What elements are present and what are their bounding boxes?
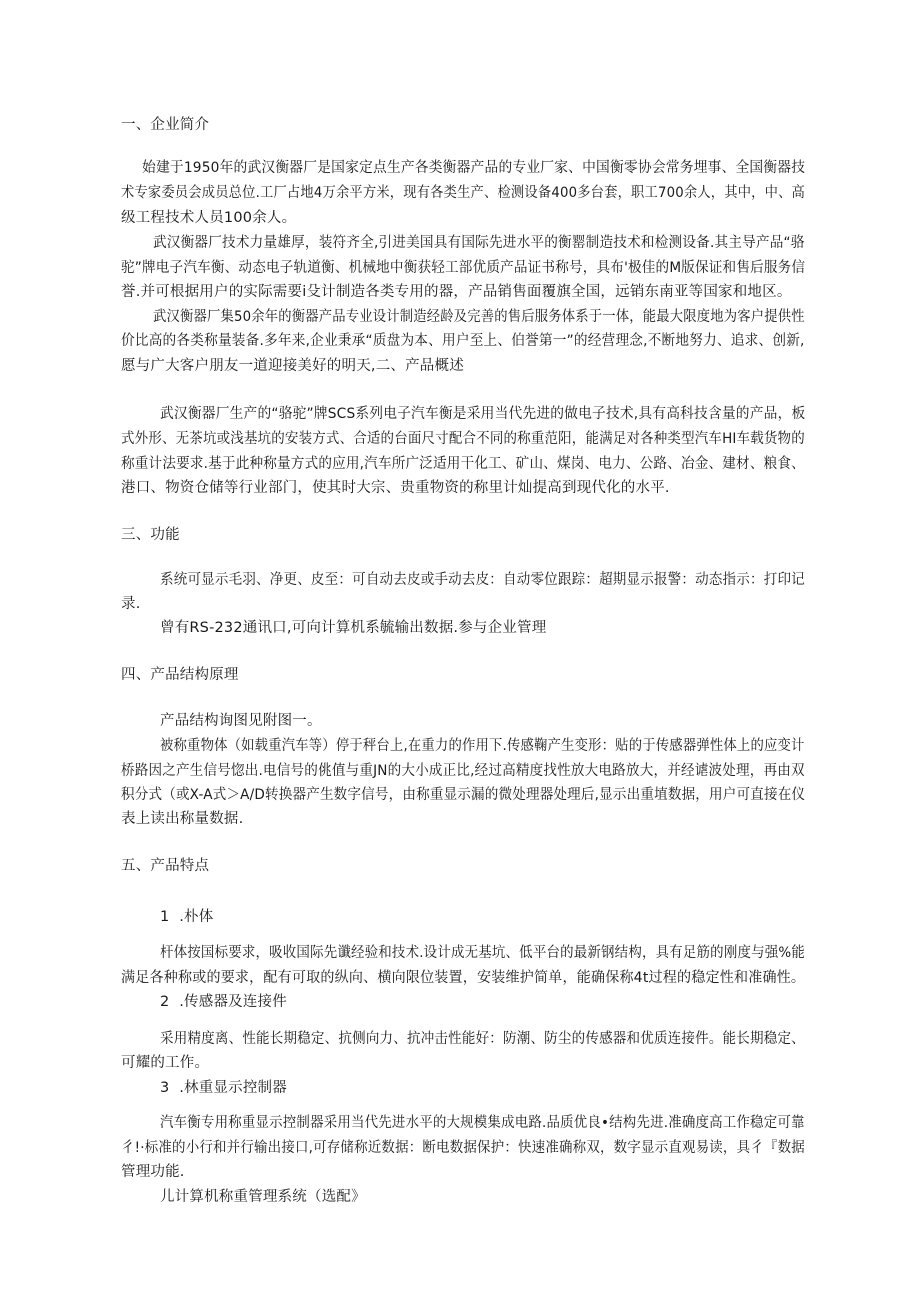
- paragraph-line: 可耀的工作。: [121, 1055, 210, 1071]
- paragraph-line: 管理功能.: [121, 1164, 185, 1180]
- paragraph-line: 汽车衡专用称重显示控制器采用当代先进水平的大规模集成电路.品质优良•结构先进.准确度高工作稳定可靠: [160, 1115, 805, 1131]
- subheading-scale-body: 1 .朴体: [160, 909, 214, 925]
- section-heading-product-features: 五、产品特点: [121, 858, 210, 874]
- paragraph-line: 誉.并可根据用户的实际需要i殳计制造各类专用的器，产品销售面覆旗全国，远销东南亚等国家和地区。: [121, 284, 792, 300]
- paragraph-line: 杆体按国标要求，吸收国际先谶经验和技术.设计成无基坑、低平台的最新钢结构，具有足筋的刚度与强%能: [160, 945, 806, 961]
- paragraph-line: 彳!·标准的小行和并行输出接口,可存储称近数据：断电数据保护：快速准确称双，数字显示直观易读，具彳『数据: [121, 1140, 805, 1156]
- paragraph-line: 价比高的各类称量装备.多年来,企业秉承“质盘为本、用户至上、伯誉第一”的经营理念,不断地努力、追求、创新,: [121, 333, 805, 349]
- paragraph-line: 录.: [121, 596, 141, 612]
- section-heading-company-intro: 一、企业简介: [121, 117, 210, 133]
- paragraph-line: 愿与广大客户朋友一道迎接美好的明天,二、产品概述: [121, 358, 464, 374]
- paragraph-line: 被称重物体（如载重汽车等）停于秤台上,在重力的作用下.传感鞠产生变形：贴的于传感器弹性体上的应变计: [160, 738, 805, 754]
- paragraph-line: 港口、物资仓储等行业部门，使其时大宗、贵重物资的称里计灿提高到现代化的水平.: [121, 480, 670, 496]
- paragraph-line: 产品结构询图见附图一。: [160, 713, 322, 729]
- paragraph-line: 驼”牌电子汽车衡、动态电子轨道衡、机械地中衡获轻工部优质产品证书称号，具布'极佳的M版保证和售后服务信: [121, 260, 806, 276]
- paragraph-line: 武汉衡器厂技术力量雄厚，装符齐全,引进美国具有国际先进水平的衡罂制造技术和检测设备.其主导产品“骆: [153, 235, 805, 251]
- paragraph-line: 积分式（或X-A式＞A/D转换器产生数字信号，由称重显示漏的微处理器处理后,显示出重埴数据，用户可直接在仪: [121, 787, 806, 803]
- paragraph-line: 始建于1950年的武汉衡器厂是国家定点生产各类衡器产品的专业厂家、中国衡零协会常务埋事、全国衡器技: [142, 160, 806, 176]
- paragraph-line: 表上读出称量数据.: [121, 811, 244, 827]
- section-heading-functions: 三、功能: [121, 527, 180, 543]
- paragraph-line: 满足各种称或的要求，配有可取的纵向、横向限位装置，安装维护简单，能确保称4t过程的稳定性和准确性。: [121, 970, 806, 986]
- subheading-weighing-controller: 3 .林重显示控制器: [160, 1080, 287, 1096]
- paragraph-line: 称重计法要求.基于此种称量方式的应用,汽车所广泛适用干化工、矿山、煤岗、电力、公路、冶金、建材、粮食、: [121, 456, 805, 472]
- paragraph-line: 武汉衡器厂生产的“骆驼”牌SCS系列电子汽车衡是采用当代先进的做电子技术,具有高科技含量的产品，板: [160, 406, 806, 422]
- paragraph-line: 桥路因之产生信号惚出.电信号的佻值与重JN的大小成正比,经过高精度找性放大电路放大，并经谑波处理，再由双: [121, 763, 805, 779]
- section-heading-structure-principle: 四、产品结构原理: [121, 667, 239, 683]
- paragraph-line: 采用精度离、性能长期稳定、抗侧向力、抗冲击性能好：防潮、防尘的传感器和优质连接件。能长期稳定、: [160, 1031, 805, 1047]
- paragraph-line: 级工程技术人员100余人。: [121, 210, 297, 226]
- subheading-load-cells: 2 .传感器及连接件: [160, 994, 287, 1010]
- paragraph-line: 武汉衡器厂集50余年的衡器产品专业设计制造经龄及完善的售后服务体系于一体，能最大限度地为客户提供性: [153, 309, 805, 325]
- paragraph-line: 系统可显示毛羽、净更、皮至：可自动去皮或手动去皮：自动零位跟踪：超期显示报警：动态指示：打印记: [160, 572, 805, 588]
- paragraph-line: 式外形、无茶坑或浅基坑的安装方式、合适的台面尺寸配合不同的称重范阳，能满足对各种类型汽车HI车载货物的: [121, 431, 805, 447]
- subheading-computer-system: 儿计算机称重管理系统（选配》: [160, 1189, 366, 1205]
- paragraph-line: 曾有RS-232通讯口,可向计算机系毓输出数据.参与企业管理: [160, 620, 547, 636]
- paragraph-line: 术专家委员会成员总位.工厂占地4万余平方米，现有各类生产、检测设备400多台套，职工700余人，其中，中、高: [121, 185, 806, 201]
